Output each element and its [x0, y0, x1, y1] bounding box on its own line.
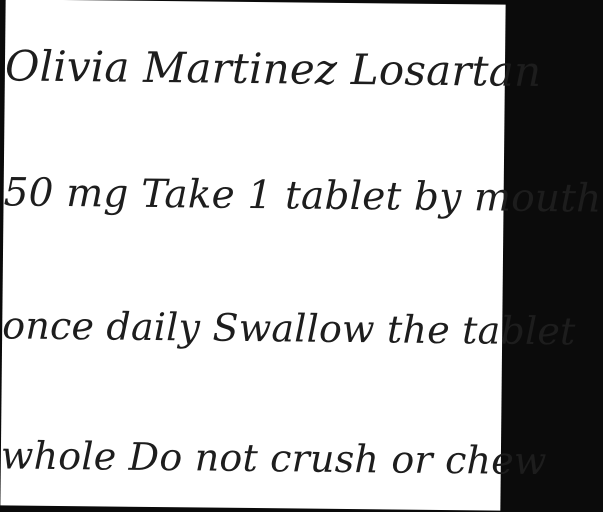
- note-line-1: Olivia Martinez Losartan: [4, 41, 542, 97]
- note-line-3: once daily Swallow the tablet: [2, 303, 576, 354]
- note-line-4: whole Do not crush or chew: [0, 433, 547, 484]
- note-line-2: 50 mg Take 1 tablet by mouth: [3, 170, 602, 222]
